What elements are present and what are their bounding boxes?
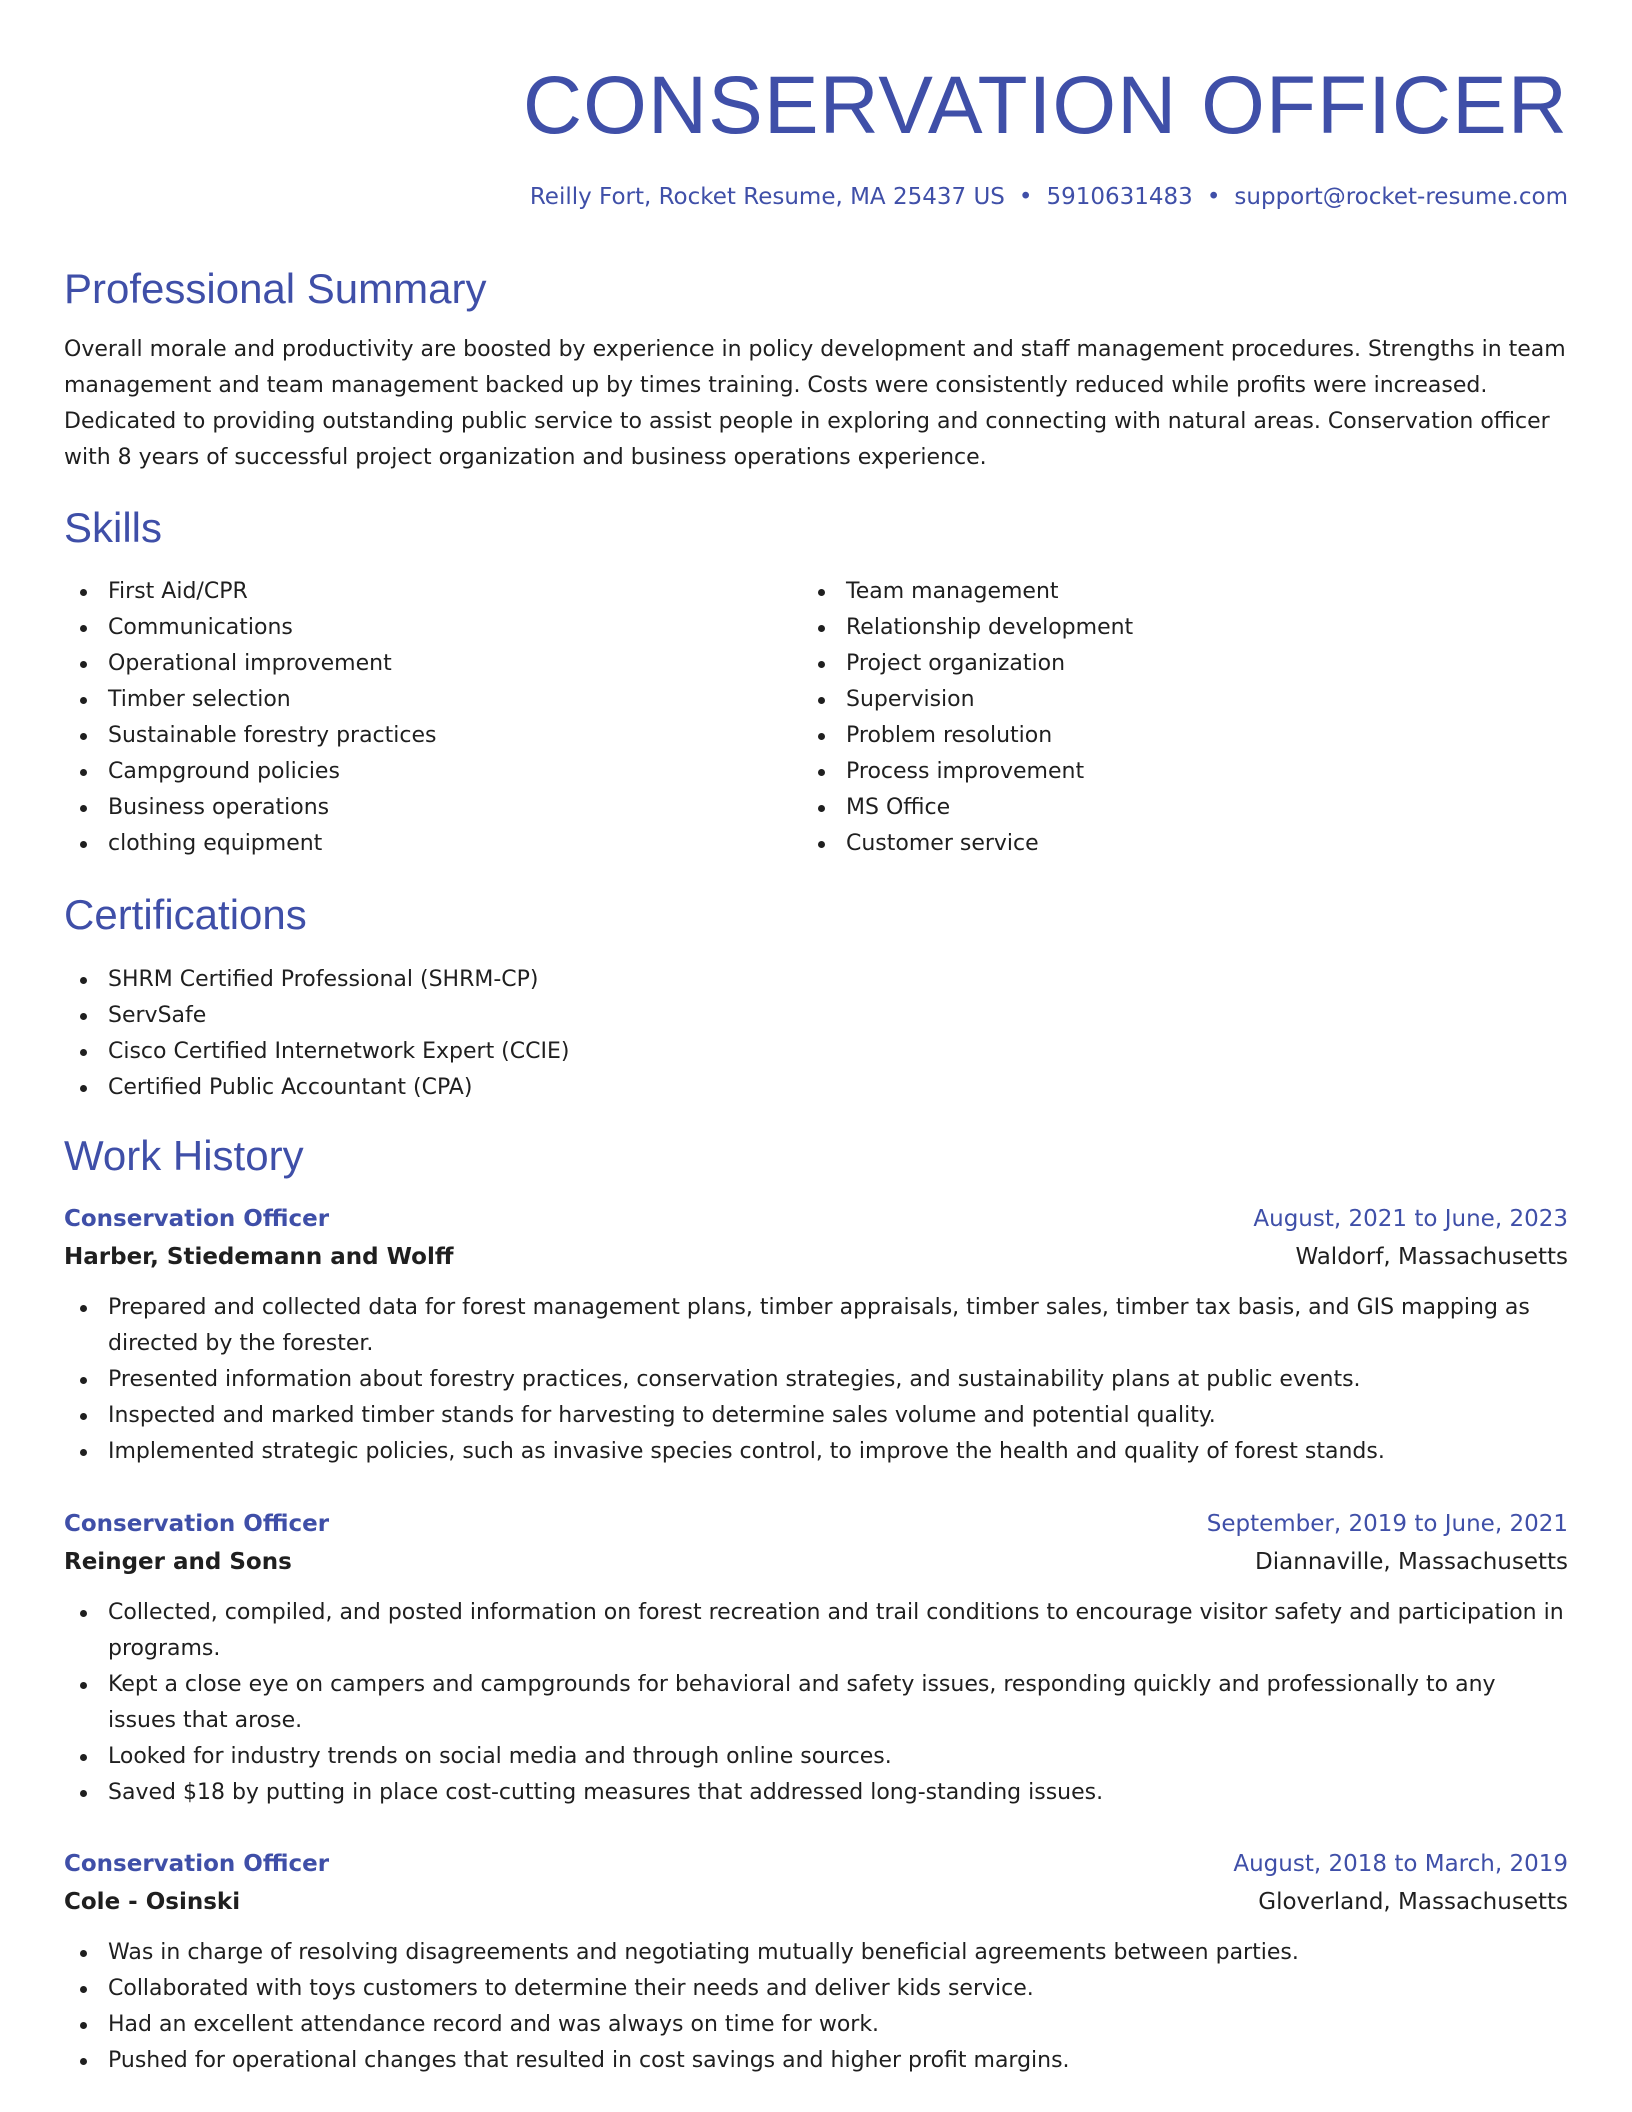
skill-item: Timber selection bbox=[64, 682, 764, 718]
work-history-heading: Work History bbox=[64, 1132, 304, 1179]
skill-item: Communications bbox=[64, 610, 764, 646]
skill-item: Customer service bbox=[802, 826, 1502, 862]
job-entry bbox=[64, 1505, 1568, 1811]
skill-item: Team management bbox=[802, 574, 1502, 610]
job-title: Conservation Officer bbox=[64, 1206, 330, 1232]
skill-item: First Aid/CPR bbox=[64, 574, 764, 610]
job-location: Waldorf, Massachusetts bbox=[1295, 1244, 1568, 1270]
job-company: Reinger and Sons bbox=[64, 1549, 292, 1575]
skills-list-right bbox=[802, 574, 1502, 862]
skill-item: Business operations bbox=[64, 790, 764, 826]
job-bullet: Had an excellent attendance record and was always on time for work. bbox=[64, 2007, 1568, 2043]
job-company-row bbox=[64, 1543, 1568, 1581]
job-bullet: Collected, compiled, and posted information on forest recreation and trail conditions to encourage visitor safety and participation in programs. bbox=[64, 1595, 1568, 1667]
certifications-heading: Certifications bbox=[64, 891, 307, 938]
job-header-row bbox=[64, 1200, 1568, 1238]
skills-heading: Skills bbox=[64, 504, 163, 551]
job-title: Conservation Officer bbox=[64, 1511, 330, 1537]
job-bullet: Saved $18 by putting in place cost-cutting measures that addressed long-standing issues. bbox=[64, 1775, 1568, 1811]
skill-item: Problem resolution bbox=[802, 718, 1502, 754]
certification-item: Cisco Certified Internetwork Expert (CCIE) bbox=[64, 1034, 964, 1070]
job-company-row bbox=[64, 1238, 1568, 1276]
job-bullet: Collaborated with toys customers to determine their needs and deliver kids service. bbox=[64, 1971, 1568, 2007]
job-location: Gloverland, Massachusetts bbox=[1258, 1889, 1568, 1915]
job-company: Cole - Osinski bbox=[64, 1889, 241, 1915]
job-entry bbox=[64, 1200, 1568, 1470]
resume-title: CONSERVATION OFFICER bbox=[522, 60, 1568, 151]
contact-address: Reilly Fort, Rocket Resume, MA 25437 US bbox=[529, 184, 1005, 210]
job-bullet: Kept a close eye on campers and campgrounds for behavioral and safety issues, responding quickly and professionally to any issues that arose. bbox=[64, 1667, 1568, 1739]
contact-phone: 5910631483 bbox=[1046, 184, 1193, 210]
job-company: Harber, Stiedemann and Wolff bbox=[64, 1244, 454, 1270]
certification-item: ServSafe bbox=[64, 998, 964, 1034]
job-entry bbox=[64, 1845, 1568, 2079]
skill-item: Operational improvement bbox=[64, 646, 764, 682]
job-dates: August, 2021 to June, 2023 bbox=[1253, 1206, 1568, 1232]
contact-separator: • bbox=[1206, 184, 1221, 210]
job-bullet: Looked for industry trends on social media and through online sources. bbox=[64, 1739, 1568, 1775]
job-header-row bbox=[64, 1505, 1568, 1543]
job-bullets bbox=[64, 1935, 1568, 2079]
skill-item: Project organization bbox=[802, 646, 1502, 682]
skills-list-left bbox=[64, 574, 764, 862]
job-header-row bbox=[64, 1845, 1568, 1883]
job-bullet: Implemented strategic policies, such as invasive species control, to improve the health and quality of forest stands. bbox=[64, 1434, 1568, 1470]
job-title: Conservation Officer bbox=[64, 1851, 330, 1877]
job-dates: September, 2019 to June, 2021 bbox=[1206, 1511, 1568, 1537]
job-bullet: Pushed for operational changes that resulted in cost savings and higher profit margins. bbox=[64, 2043, 1568, 2079]
skill-item: clothing equipment bbox=[64, 826, 764, 862]
contact-separator: • bbox=[1018, 184, 1033, 210]
skill-item: Sustainable forestry practices bbox=[64, 718, 764, 754]
job-bullet: Was in charge of resolving disagreements and negotiating mutually beneficial agreements between parties. bbox=[64, 1935, 1568, 1971]
skill-item: Supervision bbox=[802, 682, 1502, 718]
job-company-row bbox=[64, 1883, 1568, 1921]
summary-text: Overall morale and productivity are boosted by experience in policy development and staff management procedures. Strengths in team management and team management backed up by times training. Costs were consistently reduced while profits were increased. Dedicated to providing outstanding public service to assist people in exploring and connecting with natural areas. Conservation officer with 8 years of successful project organization and business operations experience. bbox=[64, 337, 1566, 470]
job-bullet: Inspected and marked timber stands for harvesting to determine sales volume and potential quality. bbox=[64, 1398, 1568, 1434]
job-location: Diannaville, Massachusetts bbox=[1255, 1549, 1568, 1575]
certification-item: SHRM Certified Professional (SHRM-CP) bbox=[64, 962, 964, 998]
job-bullets bbox=[64, 1595, 1568, 1811]
contact-email[interactable]: support@rocket-resume.com bbox=[1234, 184, 1568, 210]
job-bullets bbox=[64, 1290, 1568, 1470]
job-dates: August, 2018 to March, 2019 bbox=[1233, 1851, 1568, 1877]
certifications-list bbox=[64, 962, 964, 1106]
skill-item: MS Office bbox=[802, 790, 1502, 826]
job-bullet: Prepared and collected data for forest management plans, timber appraisals, timber sales, timber tax basis, and GIS mapping as directed by the forester. bbox=[64, 1290, 1568, 1362]
skill-item: Process improvement bbox=[802, 754, 1502, 790]
contact-line bbox=[530, 184, 1568, 210]
summary-heading: Professional Summary bbox=[64, 265, 487, 312]
job-bullet: Presented information about forestry practices, conservation strategies, and sustainability plans at public events. bbox=[64, 1362, 1568, 1398]
skill-item: Relationship development bbox=[802, 610, 1502, 646]
certification-item: Certified Public Accountant (CPA) bbox=[64, 1070, 964, 1106]
skill-item: Campground policies bbox=[64, 754, 764, 790]
